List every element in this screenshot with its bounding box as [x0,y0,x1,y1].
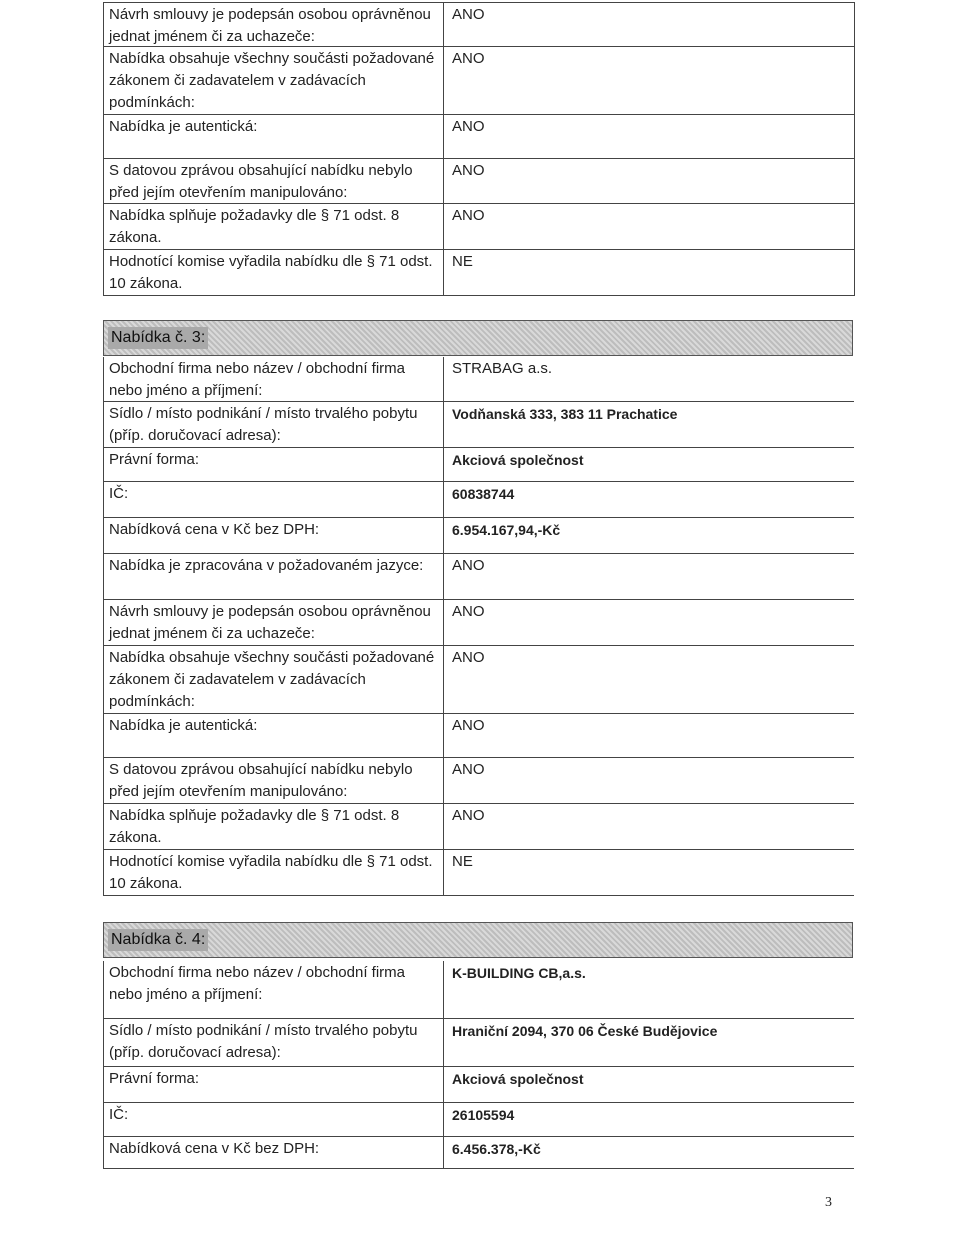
row-value: Hraniční 2094, 370 06 České Budějovice [452,1023,718,1039]
table-row [104,961,854,1019]
row-value: Akciová společnost [452,452,584,468]
row-label: Nabídková cena v Kč bez DPH: [104,1137,444,1168]
table-row [104,554,854,600]
row-value: STRABAG a.s. [452,360,553,377]
row-value: 6.954.167,94,-Kč [452,522,561,538]
row-value: ANO [452,207,485,224]
table-row [104,47,854,115]
row-label: Nabídka je autentická: [104,115,444,158]
table-row [104,1103,854,1137]
table-row [104,482,854,518]
table-row [104,250,854,296]
row-label: Obchodní firma nebo název / obchodní firma nebo jméno a příjmení: [104,357,444,401]
row-value: NE [452,853,473,870]
table-row [104,518,854,554]
row-label: Nabídka je zpracována v požadovaném jazyce: [104,554,444,599]
table-row [104,1019,854,1067]
row-label: S datovou zprávou obsahující nabídku nebylo před jejím otevřením manipulováno: [104,758,444,803]
table-row [104,714,854,758]
table-row [104,1137,854,1169]
row-label: Nabídka obsahuje všechny součásti požadované zákonem či zadavatelem v zadávacích podmínkách: [104,646,444,713]
row-value: 6.456.378,-Kč [452,1141,541,1157]
table-row [104,1067,854,1103]
row-label: Nabídková cena v Kč bez DPH: [104,518,444,553]
table-row [104,115,854,159]
row-label: Hodnotící komise vyřadila nabídku dle § 71 odst. 10 zákona. [104,850,444,895]
row-value: ANO [452,6,485,23]
row-label: IČ: [104,1103,444,1136]
row-label: Sídlo / místo podnikání / místo trvalého pobytu (příp. doručovací adresa): [104,1019,444,1066]
row-label: Návrh smlouvy je podepsán osobou oprávněnou jednat jménem či za uchazeče: [104,600,444,645]
row-value: NE [452,253,473,270]
row-value: ANO [452,162,485,179]
table-row [104,3,854,47]
row-label: Hodnotící komise vyřadila nabídku dle § 71 odst. 10 zákona. [104,250,444,295]
row-label: Nabídka splňuje požadavky dle § 71 odst. 8 zákona. [104,204,444,249]
table-row [104,402,854,448]
row-value: Vodňanská 333, 383 11 Prachatice [452,406,678,422]
row-label: Návrh smlouvy je podepsán osobou oprávněnou jednat jménem či za uchazeče: [104,3,444,46]
row-label: Právní forma: [104,448,444,481]
row-label: IČ: [104,482,444,517]
row-label: Sídlo / místo podnikání / místo trvalého pobytu (příp. doručovací adresa): [104,402,444,447]
offer-4-title: Nabídka č. 4: [108,929,208,951]
row-label: Obchodní firma nebo název / obchodní firma nebo jméno a příjmení: [104,961,444,1018]
row-value: ANO [452,717,485,734]
row-value: ANO [452,603,485,620]
previous-offer-table [103,2,855,296]
table-row [104,357,854,402]
row-label: S datovou zprávou obsahující nabídku nebylo před jejím otevřením manipulováno: [104,159,444,203]
row-label: Nabídka je autentická: [104,714,444,757]
row-label: Nabídka splňuje požadavky dle § 71 odst. 8 zákona. [104,804,444,849]
offer-3-table [103,357,854,896]
offer-3-header [103,320,853,356]
table-row [104,204,854,250]
row-value: 26105594 [452,1107,515,1123]
row-value: Akciová společnost [452,1071,584,1087]
table-row [104,758,854,804]
offer-3-title: Nabídka č. 3: [108,327,208,349]
row-value: K-BUILDING CB,a.s. [452,965,586,981]
offer-4-table [103,961,854,1169]
table-row [104,804,854,850]
row-label: Právní forma: [104,1067,444,1102]
row-value: ANO [452,118,485,135]
row-value: ANO [452,50,485,67]
row-value: ANO [452,761,485,778]
table-row [104,600,854,646]
table-row [104,448,854,482]
row-value: ANO [452,649,485,666]
table-row [104,159,854,204]
row-value: 60838744 [452,486,515,502]
page-number: 3 [825,1195,832,1210]
table-row [104,850,854,896]
offer-4-header [103,922,853,958]
row-value: ANO [452,807,485,824]
row-value: ANO [452,557,485,574]
row-label: Nabídka obsahuje všechny součásti požadované zákonem či zadavatelem v zadávacích podmínkách: [104,47,444,114]
table-row [104,646,854,714]
